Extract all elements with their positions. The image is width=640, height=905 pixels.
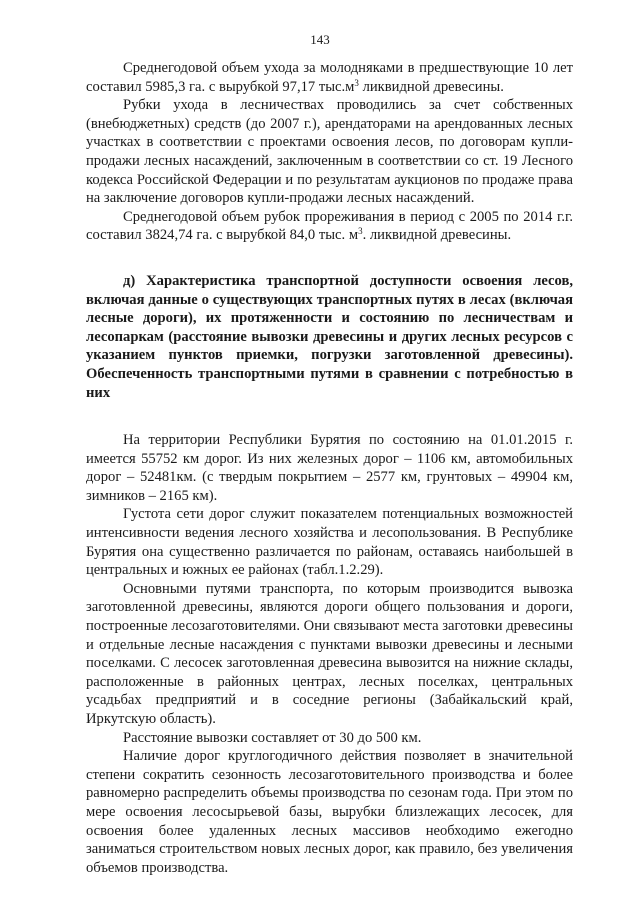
paragraph-year-round-roads: Наличие дорог круглогодичного действия позволяет в значительной степени сократить сезонность лесозаготовительного производства и более равномерно распределить объемы производства по сезонам года. При этом по мере освоения лесосырьевой базы, вырубки близлежащих лесосек, для освоения более удаленных лесных массивов необходимо ежегодно заниматься строительством новых лесных дорог, как правило, без увеличения объемов производства.	[86, 748, 573, 876]
page-content	[86, 59, 573, 877]
paragraph-roads-total: На территории Республики Бурятия по состоянию на 01.01.2015 г. имеется 55752 км дорог. Из них железных дорог – 1106 км, автомобильных дорог – 52481км. (с твердым покрытием – 2577 км, грунтовых – 49904 км, зимников – 2165 км).	[86, 432, 573, 504]
superscript-cubic: 3	[354, 77, 359, 88]
paragraph-thinning: Среднегодовой объем рубок прореживания в период с 2005 по 2014 г.г. составил 3824,74 га. с вырубкой 84,0 тыс. $м^3$. ликвидной древесины.	[86, 208, 573, 244]
page-number: 143	[310, 32, 330, 47]
paragraph-youth-care: Среднегодовой объем ухода за молодняками в предшествующие 10 лет составил 5985,3 га. с вырубкой 97,17 $тыс.м^3$ ликвидной древесины.	[86, 60, 573, 95]
paragraph-haul-distance: Расстояние вывозки составляет от 30 до 500 км.	[123, 729, 422, 746]
paragraph-road-density: Густота сети дорог служит показателем потенциальных возможностей интенсивности ведения лесного хозяйства и лесопользования. В Республике Бурятия она существенно различается по районам, оставаясь наибольшей в центральных и южных ее районах (табл.1.2.29).	[86, 506, 573, 579]
paragraph-main-routes: Основными путями транспорта, по которым производится вывозка заготовленной древесины, являются дороги общего пользования и дороги, построенные лесозаготовителями. Они связывают места заготовки древесины и отдельные лесные насаждения с пунктами вывозки древесины и лесными поселками. С лесосек заготовленная древесина вывозится на нижние склады, расположенные в районных центрах, лесных поселках, центральных усадьбах предприятий и в соседние регионы (Забайкальский край, Иркутскую область).	[86, 580, 573, 727]
superscript-cubic: 3	[358, 226, 363, 237]
paragraph-care-felling: Рубки ухода в лесничествах проводились за счет собственных (внебюджетных) средств (до 2007 г.), арендаторами на арендованных лесных участках в соответствии с проектами освоения лесов, по договорам купли-продажи лесных насаждений, заключенным в соответствии со ст. 19 Лесного кодекса Российской Федерации и по результатам аукционов по продаже права на заключение договоров купли-продажи лесных насаждений.	[86, 97, 573, 207]
section-heading-transport: д) Характеристика транспортной доступности освоения лесов, включая данные о существующих транспортных путях в лесах (включая лесные дороги), их протяженности и состоянию по лесничествам и лесопаркам (расстояние вывозки древесины и других лесных ресурсов с указанием пунктов приемки, погрузки заготовленной древесины). Обеспеченность транспортными путями в сравнении с потребностью в них	[86, 272, 573, 401]
